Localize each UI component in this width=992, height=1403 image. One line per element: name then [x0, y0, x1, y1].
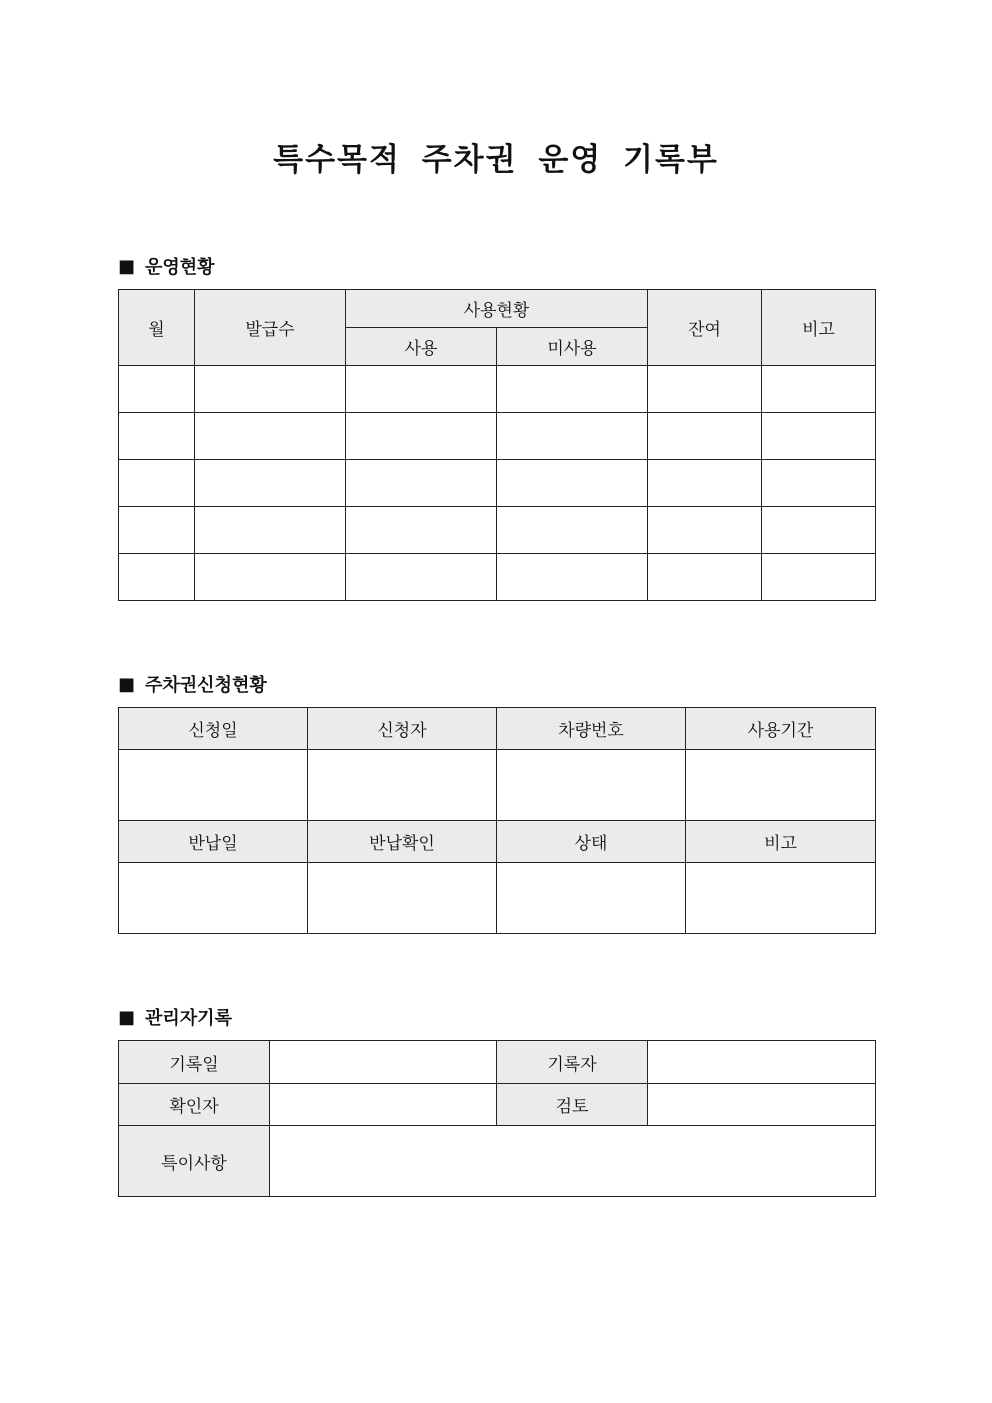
review-label: 검토	[497, 1084, 648, 1126]
return-date-cell[interactable]	[119, 863, 308, 934]
used-cell[interactable]	[346, 413, 497, 460]
recorder-label: 기록자	[497, 1041, 648, 1084]
table-row	[119, 460, 876, 507]
used-cell[interactable]	[346, 366, 497, 413]
header-used: 사용	[346, 328, 497, 366]
unused-cell[interactable]	[497, 554, 648, 601]
header-return-confirm: 반납확인	[308, 821, 497, 863]
month-cell[interactable]	[119, 413, 195, 460]
issued-cell[interactable]	[195, 460, 346, 507]
confirmer-label: 확인자	[119, 1084, 270, 1126]
month-cell[interactable]	[119, 366, 195, 413]
application-status-table	[118, 707, 876, 934]
section-title: 관리자기록	[145, 1008, 232, 1029]
header-usage-period: 사용기간	[686, 708, 876, 750]
section-title: 운영현황	[145, 257, 215, 278]
return-confirm-cell[interactable]	[308, 863, 497, 934]
remaining-cell[interactable]	[648, 507, 762, 554]
month-cell[interactable]	[119, 507, 195, 554]
issued-cell[interactable]	[195, 554, 346, 601]
review-field[interactable]	[648, 1084, 876, 1126]
vehicle-number-cell[interactable]	[497, 750, 686, 821]
note-cell[interactable]	[762, 507, 876, 554]
header-issued: 발급수	[195, 290, 346, 366]
operation-status-table	[118, 289, 876, 601]
record-date-label: 기록일	[119, 1041, 270, 1084]
unused-cell[interactable]	[497, 413, 648, 460]
status-cell[interactable]	[497, 863, 686, 934]
record-date-field[interactable]	[270, 1041, 497, 1084]
table-row	[119, 366, 876, 413]
section-heading-manager	[118, 1004, 232, 1030]
apply-date-cell[interactable]	[119, 750, 308, 821]
remaining-cell[interactable]	[648, 413, 762, 460]
header-vehicle-number: 차량번호	[497, 708, 686, 750]
section-marker: ■	[118, 255, 136, 277]
remaining-cell[interactable]	[648, 460, 762, 507]
used-cell[interactable]	[346, 507, 497, 554]
section-marker: ■	[118, 673, 136, 695]
section-marker: ■	[118, 1006, 136, 1028]
month-cell[interactable]	[119, 460, 195, 507]
section-title: 주차권신청현황	[145, 675, 267, 696]
note-cell[interactable]	[686, 863, 876, 934]
header-status: 상태	[497, 821, 686, 863]
remarks-field[interactable]	[270, 1126, 876, 1197]
issued-cell[interactable]	[195, 507, 346, 554]
remarks-label: 특이사항	[119, 1126, 270, 1197]
confirmer-field[interactable]	[270, 1084, 497, 1126]
header-return-date: 반납일	[119, 821, 308, 863]
unused-cell[interactable]	[497, 507, 648, 554]
section-heading-operation	[118, 253, 215, 279]
used-cell[interactable]	[346, 554, 497, 601]
table-row	[119, 554, 876, 601]
usage-period-cell[interactable]	[686, 750, 876, 821]
table-row	[119, 413, 876, 460]
table-row	[119, 507, 876, 554]
issued-cell[interactable]	[195, 413, 346, 460]
header-note: 비고	[762, 290, 876, 366]
document-title: 특수목적 주차권 운영 기록부	[273, 142, 719, 178]
note-cell[interactable]	[762, 460, 876, 507]
unused-cell[interactable]	[497, 366, 648, 413]
recorder-field[interactable]	[648, 1041, 876, 1084]
note-cell[interactable]	[762, 554, 876, 601]
header-applicant: 신청자	[308, 708, 497, 750]
remaining-cell[interactable]	[648, 366, 762, 413]
unused-cell[interactable]	[497, 460, 648, 507]
note-cell[interactable]	[762, 413, 876, 460]
header-apply-date: 신청일	[119, 708, 308, 750]
header-note: 비고	[686, 821, 876, 863]
remaining-cell[interactable]	[648, 554, 762, 601]
header-month: 월	[119, 290, 195, 366]
used-cell[interactable]	[346, 460, 497, 507]
month-cell[interactable]	[119, 554, 195, 601]
header-usage-status: 사용현황	[346, 290, 648, 328]
header-remaining: 잔여	[648, 290, 762, 366]
issued-cell[interactable]	[195, 366, 346, 413]
header-unused: 미사용	[497, 328, 648, 366]
applicant-cell[interactable]	[308, 750, 497, 821]
manager-record-table	[118, 1040, 876, 1197]
section-heading-application	[118, 671, 267, 697]
note-cell[interactable]	[762, 366, 876, 413]
